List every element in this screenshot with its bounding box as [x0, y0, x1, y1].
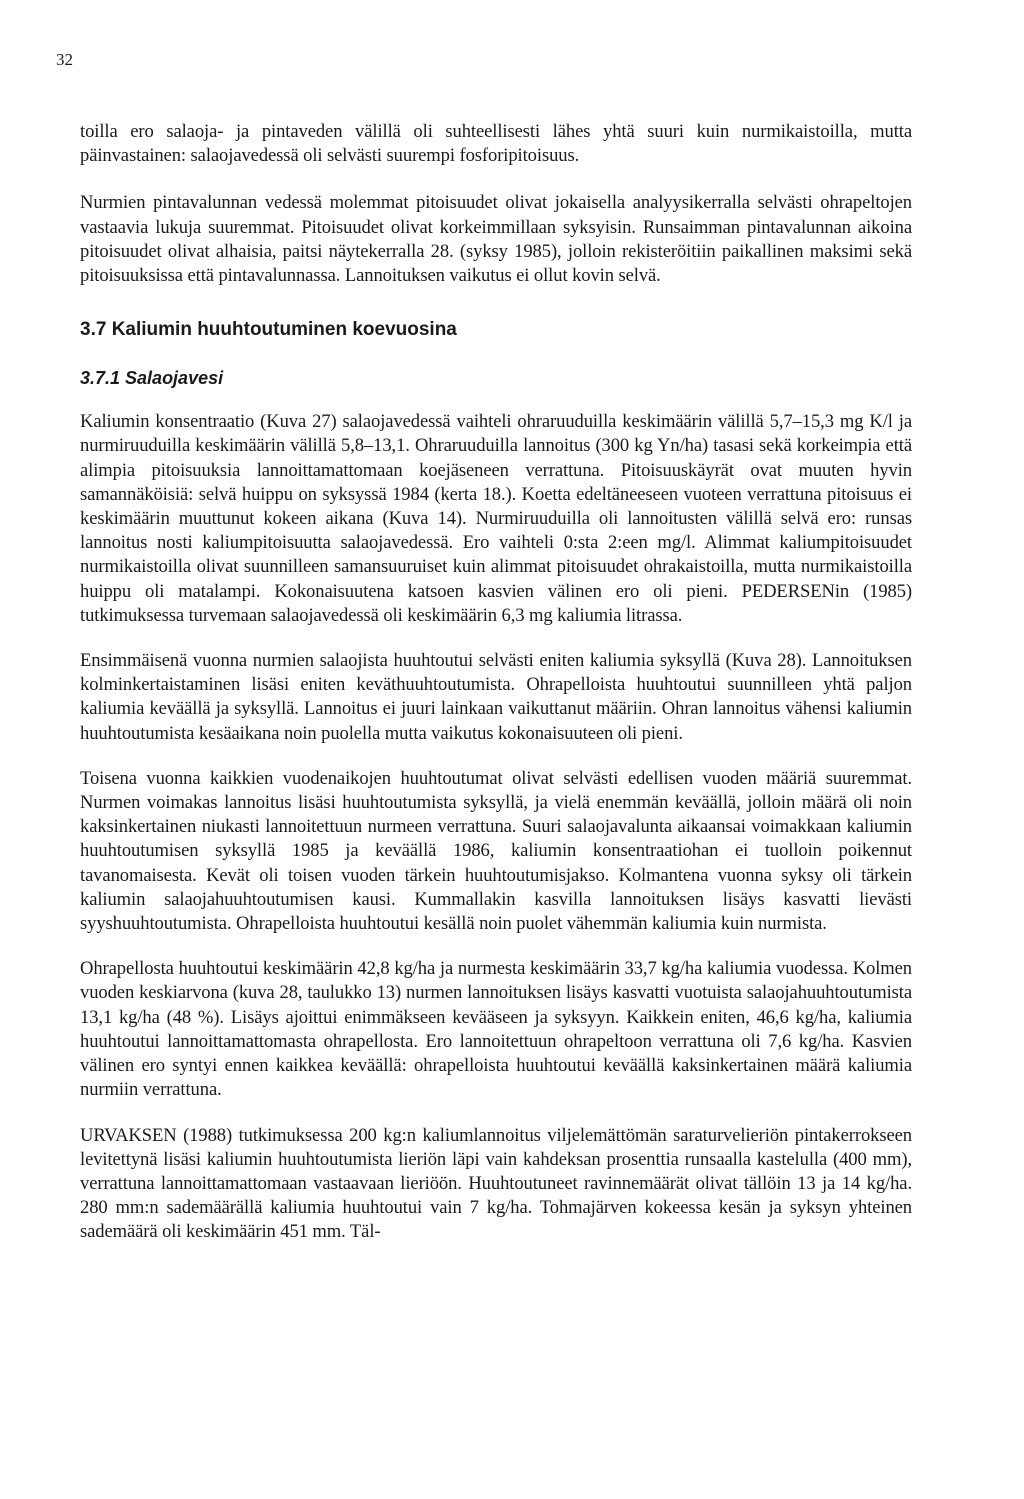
paragraph-second-year: Toisena vuonna kaikkien vuodenaikojen huuhtoutumat olivat selvästi edellisen vuoden määriä suuremmat. Nurmen voimakas lannoitus lisäsi huuhtoutumista syksyllä, ja vielä enemmän keväällä, jolloin määrä oli noin kaksinkertainen niukasti lannoitettuun nurmeen verrattuna. Suuri salaojavalunta aikaansai voimakkaan kaliumin huuhtoutumisen syksyllä 1985 ja keväällä 1986, kaliumin konsentraatiohan ei tuolloin poikennut tavanomaisesta. Kevät oli toisen vuoden tärkein huuhtoutumisjakso. Kolmantena vuonna syksy oli tärkein kaliumin salaojahuuhtoutumisen kausi. Kummallakin kasvilla lannoituksen lisäys kasvatti lievästi syyshuuhtoutumista. Ohrapelloista huuhtoutui kesällä noin puolet vähemmän kaliumia kuin nurmista.	[80, 767, 912, 935]
paragraph-surface-runoff: Nurmien pintavalunnan vedessä molemmat pitoisuudet olivat jokaisella analyysikerralla selvästi ohrapeltojen vastaavia lukuja suuremmat. Pitoisuudet olivat korkeimmillaan syksyisin. Runsaimman pintavalunnan aikoina pitoisuudet olivat alhaisia, paitsi näytekerralla 28. (syksy 1985), jolloin rekisteröitiin paikallinen maksimi sekä pitoisuuksissa että pintavalunnassa. Lannoituksen vaikutus ei ollut kovin selvä.	[80, 192, 912, 287]
page-body	[80, 120, 912, 1245]
section-heading: 3.7 Kaliumin huuhtoutuminen koevuosina	[80, 319, 457, 341]
paragraph-intro: toilla ero salaoja- ja pintaveden välillä oli suhteellisesti lähes yhtä suuri kuin nurmikaistoilla, mutta päinvastainen: salaojavedessä oli selvästi suurempi fosforipitoisuus.	[80, 121, 912, 167]
page-number: 32	[56, 50, 73, 69]
paragraph-urvas-study: URVAKSEN (1988) tutkimuksessa 200 kg:n kaliumlannoitus viljelemättömän saraturvelieriön pintakerrokseen levitettynä lisäsi kaliumin huuhtoutumista lieriön läpi vain kahdeksan prosenttia runsaalla kastelulla (400 mm), verrattuna lannoittamattomaan vastaavaan lieriöön. Huuhtoutuneet ravinnemäärät olivat tällöin 13 ja 14 kg/ha. 280 mm:n sademäärällä kaliumia huuhtoutui vain 7 kg/ha. Tohmajärven kokeessa kesän ja syksyn yhteinen sademäärä oli keskimäärin 451 mm. Täl-	[80, 1124, 912, 1243]
paragraph-first-year: Ensimmäisenä vuonna nurmien salaojista huuhtoutui selvästi eniten kaliumia syksyllä (Kuva 28). Lannoituksen kolminkertaistaminen lisäsi eniten keväthuuhtoutumista. Ohrapelloista huuhtoutui suunnilleen yhtä paljon kaliumia keväällä ja syksyllä. Lannoitus ei juuri lainkaan vaikuttanut määriin. Ohran lannoitus vähensi kaliumin huuhtoutumista kesäaikana noin puolella mutta vaikutus kokonaisuuteen oli pieni.	[80, 650, 912, 744]
paragraph-averages: Ohrapellosta huuhtoutui keskimäärin 42,8 kg/ha ja nurmesta keskimäärin 33,7 kg/ha kaliumia vuodessa. Kolmen vuoden keskiarvona (kuva 28, taulukko 13) nurmen lannoituksen lisäys kasvatti vuotuista salaojahuuhtoutumista 13,1 kg/ha (48 %). Lisäys ajoittui enimmäkseen kevääseen ja syksyyn. Kaikkein eniten, 46,6 kg/ha, kaliumia huuhtoutui lannoittamattomasta ohrapellosta. Ero lannoitettuun ohrapeltoon verrattuna oli 7,6 kg/ha. Kasvien välinen ero syntyi ennen kaikkea keväällä: ohrapelloista huuhtoutui keväällä kaksinkertainen määrä kaliumia nurmiin verrattuna.	[80, 958, 912, 1101]
subsection-heading: 3.7.1 Salaojavesi	[80, 368, 224, 389]
paragraph-potassium-concentration: Kaliumin konsentraatio (Kuva 27) salaojavedessä vaihteli ohraruuduilla keskimäärin välillä 5,7–15,3 mg K/l ja nurmiruuduilla keskimäärin välillä 5,8–13,1. Ohraruuduilla lannoitus (300 kg Yn/ha) tasasi sekä korkeimpia että alimpia pitoisuuksia lannoittamattomaan koejäseneen verrattuna. Pitoisuuskäyrät ovat muuten hyvin samannäköisiä: selvä huippu on syksyssä 1984 (kerta 18.). Koetta edeltäneeseen vuoteen verrattuna pitoisuus ei keskimäärin muuttunut kokeen aikana (Kuva 14). Nurmiruuduilla oli lannoitusten välillä selvä ero: runsas lannoitus nosti kaliumpitoisuutta salaojavedessä. Ero vaihteli 0:sta 2:een mg/l. Alimmat kaliumpitoisuudet nurmikaistoilla olivat suunnilleen samansuuruiset kuin alimmat pitoisuudet ohrakaistoilla, mutta nurmikaistoilla huippu oli matalampi. Kokonaisuutena katsoen kasvien välinen ero oli pieni. PEDERSENin (1985) tutkimuksessa turvemaan salaojavedessä oli keskimäärin 6,3 mg kaliumia litrassa.	[80, 411, 912, 626]
